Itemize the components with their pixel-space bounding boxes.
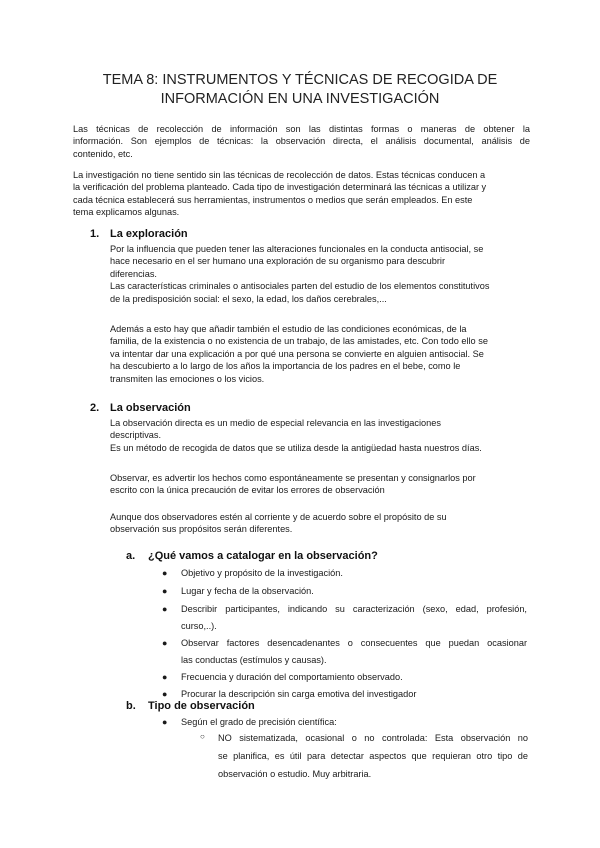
section-title: La observación (110, 402, 191, 414)
text-line: descriptivas. (110, 430, 162, 441)
list-item-text: Describir participantes, indicando su caracterización (sexo, edad, profesión, (181, 604, 527, 614)
section-number: 2. (90, 402, 100, 414)
intro-paragraph-2 (73, 169, 530, 219)
bullet-icon: ● (162, 604, 168, 614)
list-item-text: Lugar y fecha de la observación. (181, 586, 314, 596)
title-line-2: INFORMACIÓN EN UNA INVESTIGACIÓN (160, 91, 440, 107)
subsection-title: Tipo de observación (148, 700, 255, 712)
title-line-1: TEMA 8: INSTRUMENTOS Y TÉCNICAS DE RECOGIDA DE (102, 72, 498, 88)
text-line: La investigación no tiene sentido sin las técnicas de recolección de datos. Estas técnicas conducen a (73, 170, 486, 180)
document-title (60, 71, 540, 109)
section-1-heading (90, 228, 188, 240)
text-line: transmiten las emociones o los vicios. (110, 373, 265, 384)
section-2-paragraph-1 (110, 417, 530, 454)
section-2-paragraph-2 (110, 472, 530, 497)
list-item-text: se planifica, es útil para detectar aspectos que requieran otro tipo de (218, 751, 528, 761)
text-line: Aunque dos observadores estén al corriente y de acuerdo sobre el propósito de su (110, 512, 447, 522)
section-1-paragraph-2 (110, 323, 530, 385)
text-line: La observación directa es un medio de especial relevancia en las investigaciones (110, 418, 441, 428)
text-line: familia, de la existencia o no existencia de un trabajo, de las amistades, etc. Con todo ello se (110, 336, 488, 347)
text-line: Es un método de recogida de datos que se utiliza desde la antigüedad hasta nuestros días. (110, 442, 482, 453)
text-line: Por la influencia que pueden tener las alteraciones funcionales en la conducta antisocial, se (110, 244, 484, 254)
subsection-letter: a. (126, 550, 136, 562)
section-title: La exploración (110, 228, 188, 240)
list-item-text: Objetivo y propósito de la investigación. (181, 568, 343, 578)
text-line: escrito con la única precaución de evitar los errores de observación (110, 485, 385, 496)
text-line: la verificación del problema planteado. Cada tipo de investigación determinará las técnicas a utilizar y (73, 182, 487, 193)
section-2-heading (90, 402, 191, 414)
text-line: cada técnica establecerá sus herramientas, instrumentos o medios que serán empleados. En este (73, 194, 473, 205)
bullet-icon: ● (162, 689, 168, 699)
text-line: de la predisposición social: el sexo, la edad, los daños cerebrales,... (110, 293, 387, 304)
section-1-paragraph-1 (110, 243, 530, 305)
subsection-a-heading (126, 550, 378, 562)
bullet-icon: ● (162, 638, 168, 648)
text-line: Las técnicas de recolección de información son las distintas formas o maneras de obtener la (73, 124, 530, 134)
subsection-letter: b. (126, 700, 136, 712)
text-line: va intentar dar una explicación a por qué una persona se convierte en alguien antisocial. Se (110, 348, 484, 359)
text-line: Observar, es advertir los hechos como espontáneamente se presentan y consignarlos por (110, 473, 476, 483)
text-line: contenido, etc. (73, 148, 133, 159)
list-item-text: Procurar la descripción sin carga emotiva del investigador (181, 689, 417, 699)
text-line: observación sus propósitos serán diferentes. (110, 524, 293, 535)
bullet-icon: ● (162, 586, 168, 596)
circle-bullet-icon: ○ (200, 732, 205, 741)
list-item-text: observación o estudio. Muy arbitraria. (218, 769, 372, 779)
list-item-text: Según el grado de precisión científica: (181, 717, 337, 727)
section-2-paragraph-3 (110, 511, 530, 536)
intro-paragraph-1 (73, 123, 530, 160)
list-item-text: NO sistematizada, ocasional o no controlada: Esta observación no (218, 733, 528, 743)
text-line: diferencias. (110, 268, 157, 279)
text-line: información. Son ejemplos de técnicas: la observación directa, el análisis documental, análisis de (73, 136, 530, 147)
subsection-b-heading (126, 700, 255, 712)
text-line: Las características criminales o antisociales parten del estudio de los elementos constitutivos (110, 281, 490, 292)
text-line: hace necesario en el ser humano una exploración de su organismo para descubrir (110, 256, 446, 267)
list-item-text: las conductas (estímulos y causas). (181, 655, 327, 665)
bullet-icon: ● (162, 568, 168, 578)
text-line: tema explicamos algunas. (73, 207, 180, 218)
bullet-icon: ● (162, 717, 168, 727)
list-item-text: Observar factores desencadenantes o consecuentes que puedan ocasionar (181, 638, 527, 648)
text-line: Además a esto hay que añadir también el estudio de las condiciones económicas, de la (110, 324, 467, 334)
subsection-title: ¿Qué vamos a catalogar en la observación? (148, 550, 378, 562)
bullet-icon: ● (162, 672, 168, 682)
text-line: ha descubierto a lo largo de los años la importancia de los padres en el bebe, como le (110, 361, 461, 372)
section-number: 1. (90, 228, 100, 240)
list-item-text: Frecuencia y duración del comportamiento observado. (181, 672, 403, 682)
list-item-text: curso,..). (181, 621, 217, 631)
